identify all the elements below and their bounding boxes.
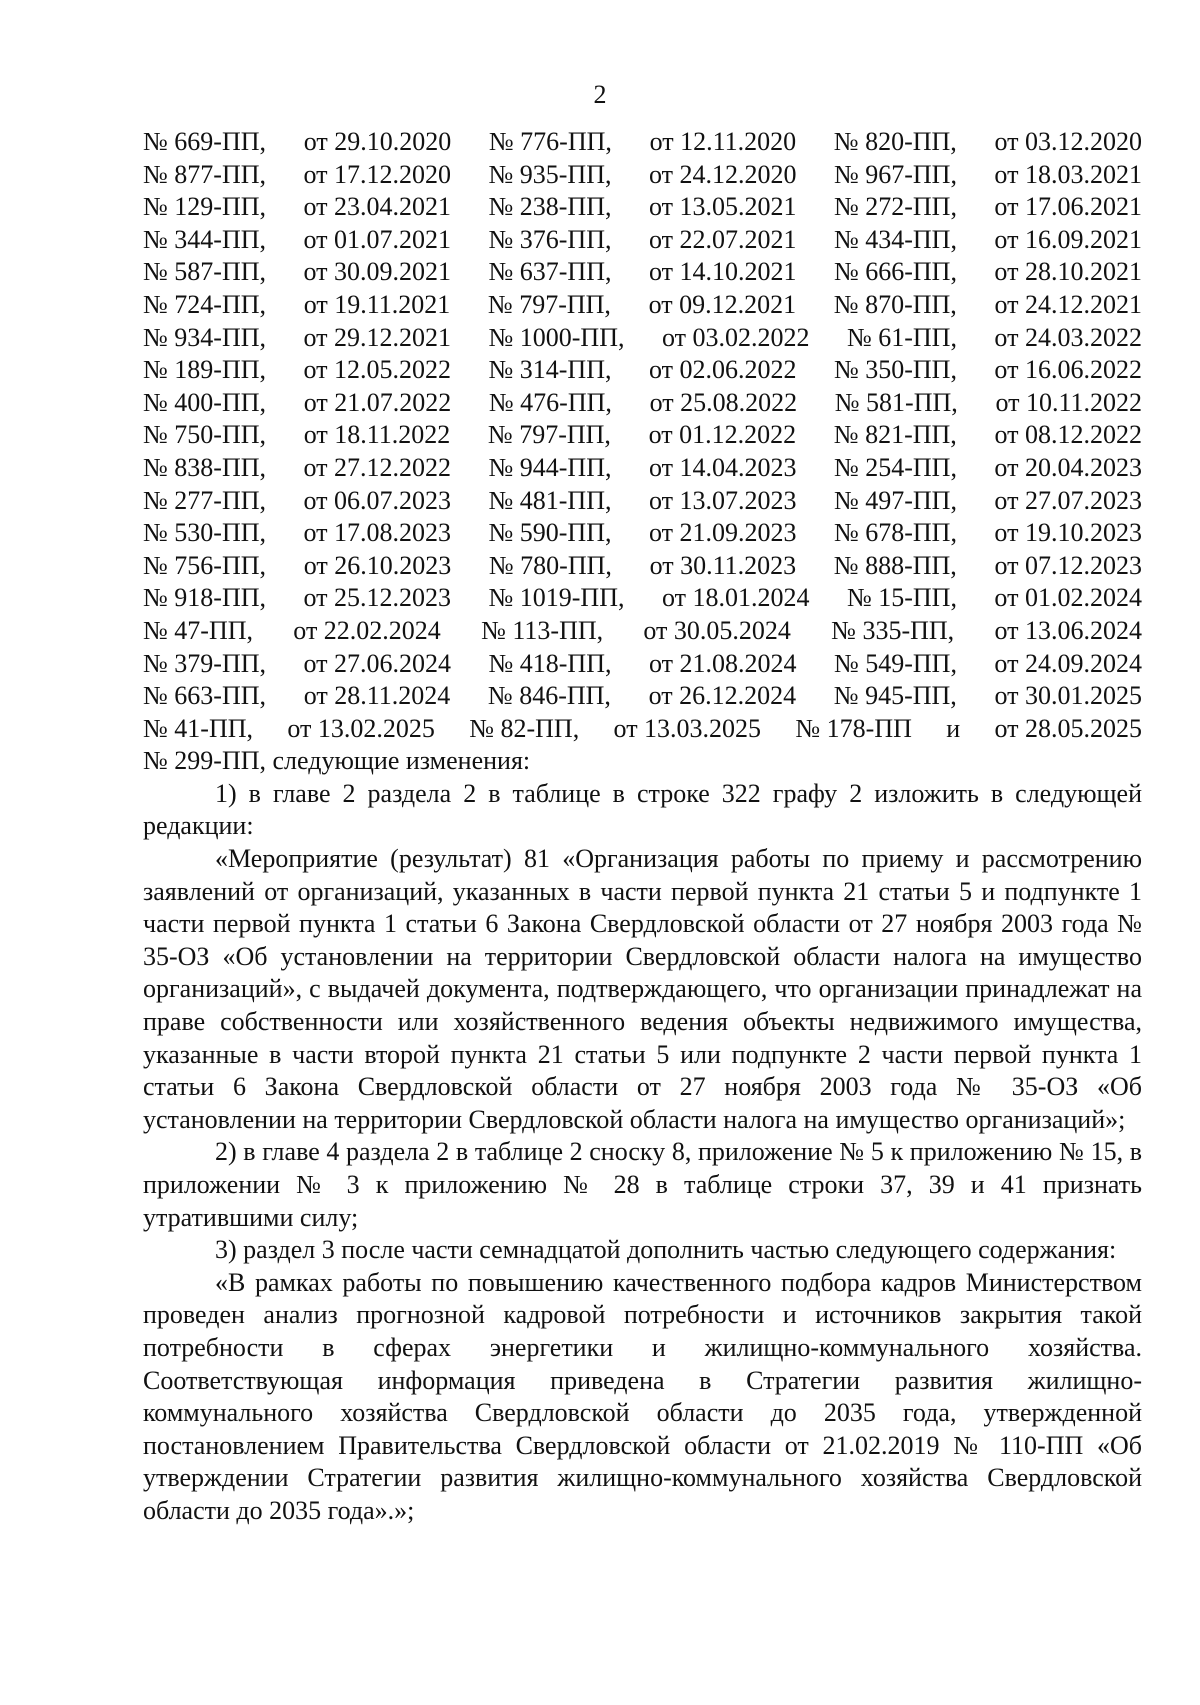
paragraph: 3) раздел 3 после части семнадцатой дополнить частью следующего содержания:: [215, 1235, 1117, 1265]
register-line: [143, 680, 1142, 713]
resolution-register-list: [143, 126, 1142, 745]
register-entry: от 30.09.2021: [303, 257, 452, 287]
register-line: [143, 387, 1142, 420]
register-line: [143, 354, 1142, 387]
register-entry: от 13.03.2025: [613, 713, 762, 743]
page-number: 2: [593, 80, 607, 109]
register-entry: от 12.05.2022: [303, 355, 452, 385]
register-entry: № 61-ПП,: [846, 322, 957, 352]
register-entry: от 25.12.2023: [303, 583, 452, 613]
register-entry: № 944-ПП,: [488, 452, 612, 482]
register-entry: № 918-ПП,: [143, 583, 267, 613]
register-entry: от 13.07.2023: [648, 485, 797, 515]
register-entry: № 590-ПП,: [488, 518, 612, 548]
register-entry: № 350-ПП,: [833, 355, 957, 385]
register-entry: от 26.10.2023: [303, 550, 452, 580]
register-entry: от 27.12.2022: [303, 452, 452, 482]
register-entry: от 22.02.2024: [293, 615, 441, 645]
register-entry: от 21.08.2024: [648, 648, 797, 678]
register-entry: № 821-ПП,: [833, 420, 957, 450]
register-entry: № 254-ПП,: [833, 452, 957, 482]
register-entry: от 17.12.2020: [303, 159, 452, 189]
paragraph: 1) в главе 2 раздела 2 в таблице в строке 322 графу 2 изложить в следующей редакции:: [143, 778, 1142, 841]
register-entry: № 481-ПП,: [488, 485, 612, 515]
register-entry: от 24.09.2024: [994, 648, 1142, 678]
register-entry: № 637-ПП,: [488, 257, 612, 287]
register-entry: № 780-ПП,: [488, 550, 612, 580]
register-entry: № 238-ПП,: [488, 192, 612, 222]
register-entry: № 776-ПП,: [488, 127, 612, 156]
register-entry: от 03.12.2020: [994, 127, 1142, 156]
register-line: [143, 224, 1142, 257]
register-entry: от 28.10.2021: [994, 257, 1142, 287]
register-entry: от 23.04.2021: [303, 192, 452, 222]
register-entry: от 19.11.2021: [303, 289, 451, 319]
register-entry: № 587-ПП,: [143, 257, 267, 287]
register-entry: от 24.12.2020: [648, 159, 797, 189]
register-entry: от 29.10.2020: [303, 127, 452, 156]
register-entry: от 13.05.2021: [648, 192, 797, 222]
register-entry: от 24.03.2022: [994, 322, 1142, 352]
register-entry: от 24.12.2021: [994, 289, 1142, 319]
register-entry: № 724-ПП,: [143, 289, 267, 319]
register-entry: от 29.12.2021: [303, 322, 452, 352]
register-entry: от 28.05.2025: [994, 713, 1142, 743]
register-line: [143, 615, 1142, 648]
register-entry: от 17.06.2021: [994, 192, 1142, 222]
register-entry: от 28.11.2024: [303, 681, 451, 711]
register-entry: № 750-ПП,: [143, 420, 267, 450]
register-entry: № 314-ПП,: [488, 355, 612, 385]
register-entry: № 934-ПП,: [143, 322, 267, 352]
register-entry: № 678-ПП,: [833, 518, 957, 548]
register-entry: № 877-ПП,: [143, 159, 267, 189]
register-entry: от 01.12.2022: [648, 420, 797, 450]
register-entry: от 08.12.2022: [994, 420, 1142, 450]
register-entry: от 17.08.2023: [303, 518, 452, 548]
register-entry: № 400-ПП,: [143, 387, 267, 417]
register-entry: № 945-ПП,: [833, 681, 957, 711]
paragraph: «В рамках работы по повышению качественного подбора кадров Министерством проведен анализ прогнозной кадровой потребности и источников закрытия такой потребности в сферах энергетики и жилищно-коммунального хозяйства. Соответствующая информация приведена в Стратегии развития жилищно-коммунального хозяйства Свердловской области до 2035 года, утвержденной постановлением Правительства Свердловской области от 21.02.2019 № 110-ПП «Об утверждении Стратегии развития жилищно-коммунального хозяйства Свердловской области до 2035 года».»;: [143, 1267, 1142, 1525]
register-entry: № 797-ПП,: [487, 289, 611, 319]
paragraph: 2) в главе 4 раздела 2 в таблице 2 сноску 8, приложение № 5 к приложению № 15, в приложении № 3 к приложению № 28 в таблице строки 37, 39 и 41 признать утратившими силу;: [143, 1137, 1142, 1232]
register-entry: № 549-ПП,: [833, 648, 957, 678]
register-line: [143, 191, 1142, 224]
register-entry: от 10.11.2022: [995, 387, 1142, 417]
register-entry: № 113-ПП,: [481, 615, 604, 645]
amendment-text: [143, 745, 1142, 1527]
register-entry: № 1000-ПП,: [488, 322, 625, 352]
register-entry: № 870-ПП,: [833, 289, 957, 319]
register-entry: № 376-ПП,: [488, 224, 612, 254]
register-entry: от 07.12.2023: [994, 550, 1142, 580]
register-entry: от 14.10.2021: [648, 257, 797, 287]
register-entry: № 41-ПП,: [143, 713, 254, 743]
document-body: [143, 126, 1142, 1528]
register-line: [143, 713, 1142, 746]
register-entry: № 1019-ПП,: [488, 583, 625, 613]
register-entry: от 30.05.2024: [643, 615, 791, 645]
register-entry: от 01.07.2021: [303, 224, 452, 254]
register-line: [143, 289, 1142, 322]
register-entry: от 21.09.2023: [648, 518, 797, 548]
register-entry: № 178-ПП: [795, 713, 912, 743]
register-entry: от 27.07.2023: [994, 485, 1142, 515]
register-entry: № 666-ПП,: [833, 257, 957, 287]
register-entry: № 82-ПП,: [469, 713, 580, 743]
register-entry: от 14.04.2023: [648, 452, 797, 482]
register-entry: от 16.09.2021: [994, 224, 1142, 254]
register-entry: № 581-ПП,: [834, 387, 958, 417]
register-entry: № 530-ПП,: [143, 518, 267, 548]
register-line: [143, 517, 1142, 550]
register-line: [143, 582, 1142, 615]
register-line: [143, 159, 1142, 192]
register-entry: от 09.12.2021: [648, 289, 797, 319]
register-entry: от 03.02.2022: [661, 322, 810, 352]
register-entry: от 20.04.2023: [994, 452, 1142, 482]
register-entry: № 838-ПП,: [143, 452, 267, 482]
register-line: [143, 322, 1142, 355]
register-entry: № 797-ПП,: [487, 420, 611, 450]
register-entry: № 967-ПП,: [833, 159, 957, 189]
register-entry: № 935-ПП,: [488, 159, 612, 189]
register-entry: № 418-ПП,: [488, 648, 612, 678]
register-entry: от 12.11.2020: [649, 127, 797, 156]
register-entry: № 888-ПП,: [833, 550, 957, 580]
register-line: [143, 550, 1142, 583]
register-entry: № 756-ПП,: [143, 550, 267, 580]
register-entry: от 21.07.2022: [303, 387, 452, 417]
register-entry: от 18.01.2024: [661, 583, 810, 613]
register-entry: от 18.11.2022: [303, 420, 451, 450]
register-line: [143, 485, 1142, 518]
paragraph: № 299-ПП, следующие изменения:: [143, 746, 531, 776]
register-entry: от 26.12.2024: [648, 681, 797, 711]
register-entry: от 02.06.2022: [648, 355, 797, 385]
register-entry: № 47-ПП,: [143, 615, 254, 645]
register-entry: № 272-ПП,: [833, 192, 957, 222]
register-entry: от 13.02.2025: [287, 713, 435, 743]
register-entry: от 18.03.2021: [994, 159, 1142, 189]
register-entry: № 663-ПП,: [143, 681, 267, 711]
register-line: [143, 256, 1142, 289]
register-entry: № 379-ПП,: [143, 648, 267, 678]
register-entry: № 669-ПП,: [143, 127, 267, 156]
register-entry: № 820-ПП,: [833, 127, 957, 156]
register-entry: от 01.02.2024: [994, 583, 1142, 613]
register-entry: № 15-ПП,: [846, 583, 957, 613]
register-entry: № 476-ПП,: [488, 387, 612, 417]
register-entry: № 335-ПП,: [831, 615, 955, 645]
register-entry: от 06.07.2023: [303, 485, 452, 515]
register-entry: от 27.06.2024: [303, 648, 452, 678]
register-entry: № 129-ПП,: [143, 192, 267, 222]
register-line: [143, 452, 1142, 485]
paragraph: «Мероприятие (результат) 81 «Организация работы по приему и рассмотрению заявлений от организаций, указанных в части первой пункта 21 статьи 5 и подпункте 1 части первой пункта 1 статьи 6 Закона Свердловской области от 27 ноября 2003 года № 35-ОЗ «Об установлении на территории Свердловской области налога на имущество организаций», с выдачей документа, подтверждающего, что организации принадлежат на праве собственности или хозяйственного ведения объекты недвижимого имущества, указанные в части второй пункта 21 статьи 5 или подпункте 2 части первой пункта 1 статьи 6 Закона Свердловской области от 27 ноября 2003 года № 35-ОЗ «Об установлении на территории Свердловской области налога на имущество организаций»;: [143, 844, 1142, 1134]
register-line: [143, 126, 1142, 159]
register-line: [143, 419, 1142, 452]
register-entry: № 434-ПП,: [833, 224, 957, 254]
register-entry: № 189-ПП,: [143, 355, 267, 385]
register-entry: № 277-ПП,: [143, 485, 267, 515]
register-entry: от 19.10.2023: [994, 518, 1142, 548]
register-entry: от 16.06.2022: [994, 355, 1142, 385]
register-entry: и: [946, 713, 961, 743]
register-entry: от 30.01.2025: [994, 681, 1142, 711]
register-entry: № 497-ПП,: [833, 485, 957, 515]
register-entry: № 846-ПП,: [487, 681, 611, 711]
register-entry: от 25.08.2022: [649, 387, 798, 417]
register-entry: № 344-ПП,: [143, 224, 267, 254]
register-line: [143, 648, 1142, 681]
register-entry: от 22.07.2021: [648, 224, 797, 254]
register-entry: от 30.11.2023: [649, 550, 797, 580]
register-entry: от 13.06.2024: [994, 615, 1142, 645]
